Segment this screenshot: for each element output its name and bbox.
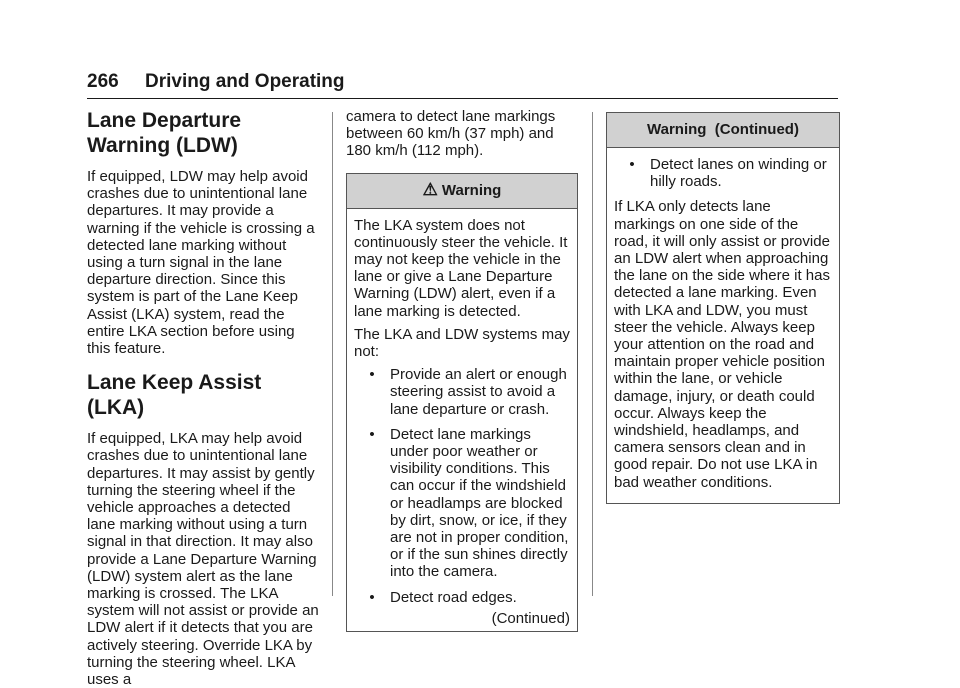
column-3 (606, 112, 838, 504)
warning-continued-body (607, 148, 839, 503)
column-divider-2 (592, 112, 593, 596)
bullet-text: Detect lane markings under poor weather or visibility conditions. This can occur if the windshield or headlamps are blocked by dirt, snow, or ice, if they are not in proper condition, or if the sun shines directly into the camera. (390, 425, 569, 581)
warning-title: Warning (441, 182, 502, 199)
warning-continued-title: Warning (Continued) (647, 121, 799, 139)
column-1 (87, 108, 319, 688)
warning-box (346, 173, 578, 632)
continued-label: (Continued) (491, 609, 570, 627)
column-2 (346, 108, 582, 632)
warning-para-1: The LKA system does not continuously steer the vehicle. It may not keep the vehicle in the lane or give a Lane Departure Warning (LDW) alert, even if a lane marking is detected. (354, 216, 568, 320)
ldw-body: If equipped, LDW may help avoid crashes due to unintentional lane departures. It may provide a warning if the vehicle is crossing a detected lane marking without using a turn signal in the lane departure direction. Since this system is part of the Lane Keep Assist (LKA) system, read the entire LKA section before using this feature. (87, 168, 315, 358)
page-number: 266 (87, 71, 119, 92)
warning-bullet (354, 366, 570, 418)
bullet-text: Detect lanes on winding or hilly roads. (650, 156, 827, 191)
lka-body-continued: camera to detect lane markings between 60 km/h (37 mph) and 180 km/h (112 mph). (346, 108, 556, 160)
page-header (87, 70, 838, 99)
warning-continued-box (606, 112, 840, 504)
warning-body (347, 209, 577, 631)
warning-header (347, 174, 577, 209)
warning-bullet (354, 426, 570, 581)
warning-bullet (614, 156, 832, 190)
column-divider-1 (332, 112, 333, 596)
warning-continued-text: If LKA only detects lane markings on one side of the road, it will only assist or provide an LDW alert when approaching the lane on the side where it has detected a lane marking. Even with LKA and LDW, you must steer the vehicle. Always keep your attention on the road and maintain proper vehicle position within the lane, or vehicle damage, injury, or death could occur. Always keep the windshield, headlamps, and camera sensors clean and in good repair. Do not use LKA in bad weather conditions. (614, 198, 830, 491)
bullet-text: Detect road edges. (390, 588, 517, 606)
warning-bullet (354, 589, 570, 606)
lka-heading: Lane Keep Assist (LKA) (87, 371, 262, 420)
warning-continued-header (607, 113, 839, 148)
bullet-dot: • (369, 366, 375, 384)
bullet-dot: • (369, 425, 375, 443)
lka-body: If equipped, LKA may help avoid crashes due to unintentional lane departures. It may assist by gently turning the steering wheel if the vehicle approaches a detected lane marking without using a turn signal in that direction. It may also provide a Lane Departure Warning (LDW) system alert as the lane marking is crossed. The LKA system will not assist or provide an LDW alert if it detects that you are actively steering. Override LKA by turning the steering wheel. LKA uses a (87, 430, 319, 688)
ldw-heading (87, 108, 319, 158)
ldw-heading-line1: Lane Departure (87, 109, 242, 132)
bullet-dot: • (369, 588, 375, 606)
section-title: Driving and Operating (145, 71, 345, 92)
warning-para-2: The LKA and LDW systems may not: (354, 325, 570, 361)
ldw-heading-line2: Warning (LDW) (87, 134, 238, 157)
bullet-text: Provide an alert or enough steering assist to avoid a lane departure or crash. (390, 366, 567, 418)
warning-triangle-icon: ⚠ (422, 180, 438, 199)
bullet-dot: • (629, 156, 635, 173)
